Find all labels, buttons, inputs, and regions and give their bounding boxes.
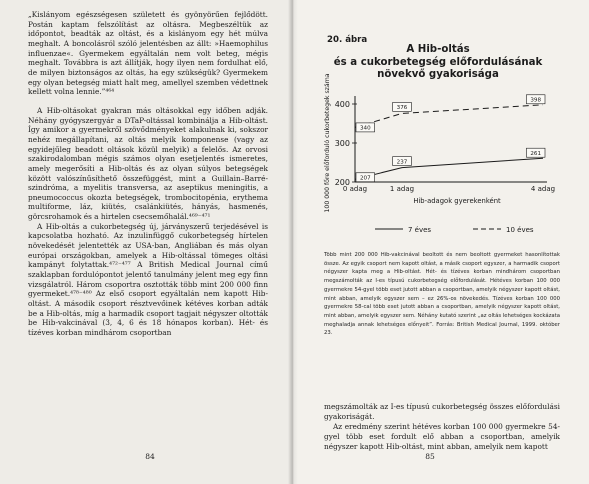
left-page — [0, 0, 293, 484]
right-page — [293, 0, 589, 484]
data-label: 207 — [359, 175, 371, 182]
figure-label: 20. ábra — [327, 35, 368, 45]
left-page-text — [28, 10, 268, 338]
data-label: 237 — [396, 159, 408, 166]
series-line-age-7 — [355, 158, 543, 182]
x-axis-label: Hib-adagok gyerekenként — [413, 197, 501, 205]
page-number-right: 85 — [425, 452, 435, 461]
paragraph-quote: „Kislányom egészségesen született és gyönyörűen fejlődött. Postán kaptam felszólítást az oltásra. Megbeszéltük az időpontot, beadták az oltást, és a kislányom egy hét múlva meghalt. A boncolásról szóló jelentésben az állt: »Haemophilus influenzae«. Gyermekem egyáltalán nem volt beteg, mégis meghalt. Továbbra is azt állítják, hogy ilyen nem fordulhat elő, de milyen biztonságos az oltás, ha egy szükségük? Gyermekem egy olyan betegség miatt halt meg, amellyel szemben védettnek kellett volna lennie.”⁴⁶⁴ — [28, 10, 268, 97]
paragraph-hib-combination: A Hib-oltásokat gyakran más oltásokkal egy időben adják. Néhány gyógyszergyár a DTaP-oltással kombinálja a Hib-oltást. Így amikor a gyermekről szövődményeket alakulnak ki, sokszor nehéz megállapítani, az oltás melyik komponense (vagy az egyidejűleg beadott oltások közül melyik) a felelős. Az orvosi szakirodalomban mégis számos olyan esetjelentés ismeretes, amely megerősíti a Hib-oltás és az olyan súlyos betegségek között valószínűsíthető összefüggést, mint a Guillain–Barré-szindróma, a myelitis transversa, az aseptikus meningitis, a pneumococcus okozta betegségek, trombocitopénia, erythema multiforme, láz, kiütés, csalánkiütés, hányás, hasmenés, görcsrohamok és a hirtelen csecsemőhalál.⁴⁶⁹⁻⁴⁷¹ — [28, 105, 268, 222]
legend-label: 10 éves — [506, 226, 534, 234]
book-gutter-shadow — [288, 0, 298, 484]
figure-title-line: A Hib-oltás — [406, 44, 470, 55]
figure-title-line: növekvő gyakorisága — [377, 69, 499, 81]
data-label: 340 — [359, 125, 371, 132]
figure-caption: Több mint 200 000 Hib-vakcinával beoltott és nem beoltott gyermeket hasonlítottak össze. Az egyik csoport nem kapott oltást, a másik csoport egyszer, a harmadik csoport négyszer kapta meg a Hib-oltást. Hét- és tízéves korban mindhárom csoportban megszámolták az I-es típusú cukorbetegség előfordulását. Hétéves korban 100 000 gyermekre 54-gyel több eset jutott abban a csoportban, amelyik négyszer kapott oltást, mint abban, amelyik egyszer sem – ez 26%-os növekedés. Tízéves korban 100 000 gyermekre 58-cal több eset jutott abban a csoportban, amelyik négyszer kapott oltást, mint abban, amelyik egyszer sem. Néhány kutató szerint „az oltás lehetséges kockázata meghaladja annak lehetséges előnyeit”. Forrás: British Medical Journal, 1999. október 23. — [324, 252, 560, 337]
paragraph-result: Az eredmény szerint hétéves korban 100 000 gyermekre 54-gyel több eset fordult elő abban a csoportban, amelyik négyszer kapott Hib-oltást, mint abban, amelyik nem kapott — [324, 421, 560, 451]
data-label: 376 — [396, 105, 408, 112]
data-label: 398 — [530, 97, 542, 104]
figure-title-line: és a cukorbetegség előfordulásának — [333, 56, 543, 68]
x-tick-label: 1 adag — [389, 185, 415, 193]
right-page-text — [324, 402, 560, 452]
legend-label: 7 éves — [408, 226, 432, 234]
diabetes-line-chart — [293, 0, 589, 250]
y-axis-label: 100 000 főre előforduló cukorbetegek száma — [324, 73, 331, 213]
y-tick-label: 300 — [334, 139, 350, 148]
y-tick-label: 200 — [334, 178, 350, 187]
data-label: 261 — [530, 150, 542, 157]
page-number-left: 84 — [145, 452, 155, 461]
x-tick-label: 0 adag — [342, 185, 368, 193]
x-tick-label: 4 adag — [530, 185, 556, 193]
series-line-age-10 — [355, 105, 543, 128]
paragraph-hib-diabetes: A Hib-oltás a cukorbetegség új, járványszerű terjedésével is kapcsolatba hozható. Az inzulinfüggő cukorbetegség hírtelen növekedését jelentették az USA-ban, Angliában és más olyan európai országokban, amelyek a Hib-oltással tömeges oltási kampányt folytattak.⁴⁷²⁻⁴⁷⁷ A British Medical Journal című szaklapban fordulópontot jelentő tanulmány jelent meg egy finn vizsgálatról. Három csoportra osztották több mint 200 000 finn gyermeket.⁴⁷⁸⁻⁴⁸⁰ Az első csoport egyáltalán nem kapott Hib-oltást. A második csoport résztvevőinek kétéves korban adták be a Hib-oltás, míg a harmadik csoport tagjait négyszer oltották be Hib-vakcinával (3, 4, 6 és 18 hónapos korban). Hét- és tízéves korban mindhárom csoportban — [28, 221, 268, 337]
y-tick-label: 400 — [334, 100, 350, 109]
paragraph-counted: megszámolták az I-es típusú cukorbetegség összes előfordulási gyakoriságát. — [324, 402, 560, 421]
